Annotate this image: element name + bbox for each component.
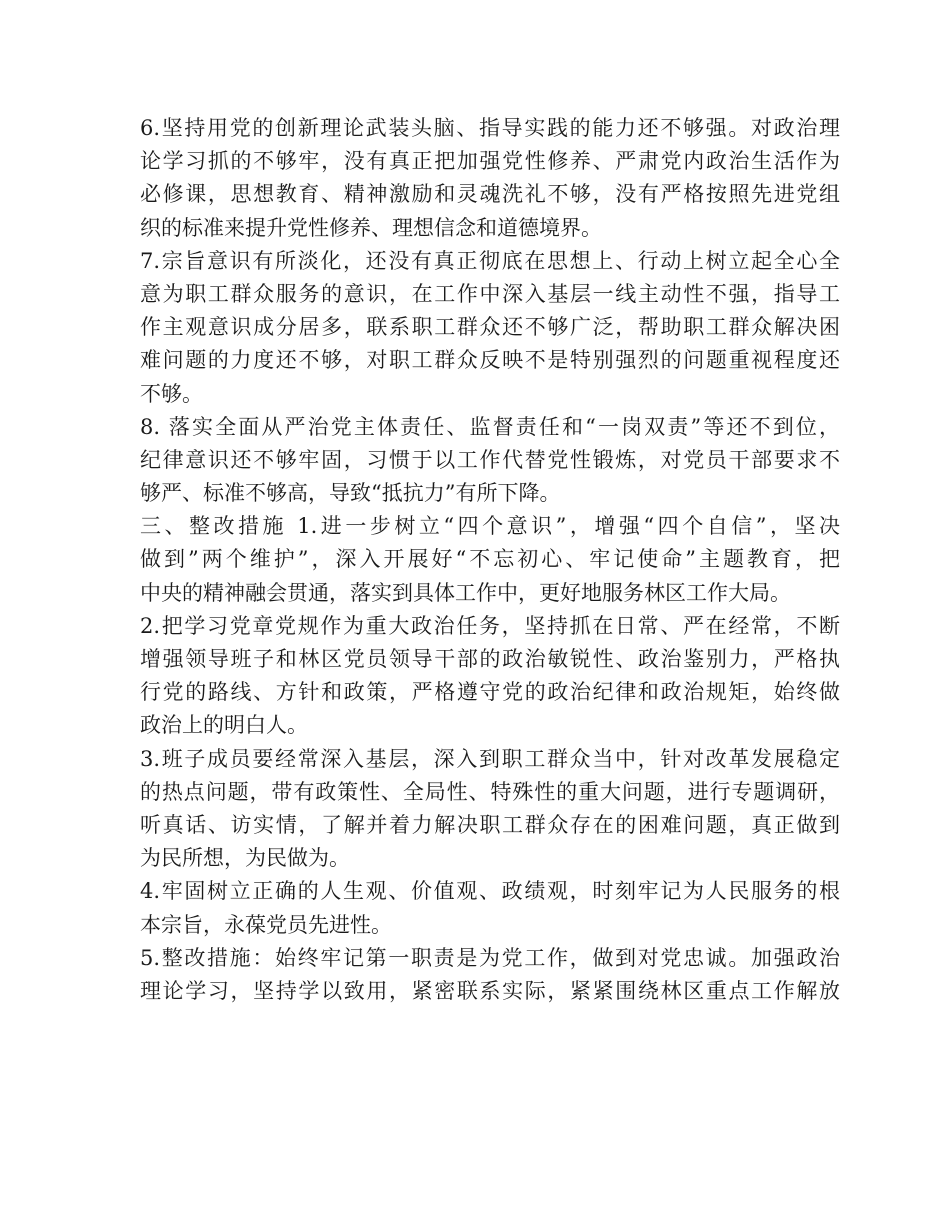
- text-line: 纪律意识还不够牢固，习惯于以工作代替党性锻炼，对党员干部要求不: [140, 447, 840, 472]
- text-line: 7.宗旨意识有所淡化，还没有真正彻底在思想上、行动上树立起全心全: [140, 248, 840, 273]
- text-line: 三、整改措施 1.进一步树立“四个意识”，增强“四个自信”，坚决: [140, 514, 840, 539]
- paragraph-measure-3: [140, 743, 840, 876]
- text-line: 4.牢固树立正确的人生观、价值观、政绩观，时刻牢记为人民服务的根: [140, 879, 840, 904]
- text-line: 理论学习，坚持学以致用，紧密联系实际，紧紧围绕林区重点工作解放: [140, 978, 840, 1003]
- document-body: [140, 112, 840, 1008]
- text-line: 中央的精神融会贯通，落实到具体工作中，更好地服务林区工作大局。: [140, 580, 791, 605]
- text-line: 本宗旨，永葆党员先进性。: [140, 912, 392, 937]
- text-line: 的热点问题，带有政策性、全局性、特殊性的重大问题，进行专题调研，: [140, 779, 840, 804]
- text-line: 做到”两个维护”，深入开展好“不忘初心、牢记使命”主题教育，把: [140, 547, 840, 572]
- text-line: 够严、标准不够高，导致“抵抗力”有所下降。: [140, 481, 561, 506]
- paragraph-item-7: [140, 245, 840, 411]
- text-line: 难问题的力度还不够，对职工群众反映不是特别强烈的问题重视程度还: [140, 348, 840, 373]
- paragraph-measure-5: [140, 942, 840, 1008]
- text-line: 织的标准来提升党性修养、理想信念和道德境界。: [140, 215, 602, 240]
- text-line: 意为职工群众服务的意识，在工作中深入基层一线主动性不强，指导工: [140, 281, 840, 306]
- paragraph-item-6: [140, 112, 840, 245]
- text-line: 2.把学习党章党规作为重大政治任务，坚持抓在日常、严在经常，不断: [140, 613, 840, 638]
- text-line: 行党的路线、方针和政策，严格遵守党的政治纪律和政治规矩，始终做: [140, 680, 840, 705]
- text-line: 3.班子成员要经常深入基层，深入到职工群众当中，针对改革发展稳定: [140, 746, 840, 771]
- text-line: 增强领导班子和林区党员领导干部的政治敏锐性、政治鉴别力，严格执: [140, 647, 840, 671]
- text-line: 5.整改措施：始终牢记第一职责是为党工作，做到对党忠诚。加强政治: [140, 945, 840, 970]
- text-line: 8. 落实全面从严治党主体责任、监督责任和“一岗双责”等还不到位，: [140, 414, 840, 439]
- text-line: 听真话、访实情，了解并着力解决职工群众存在的困难问题，真正做到: [140, 812, 840, 837]
- paragraph-measure-2: [140, 610, 840, 743]
- text-line: 作主观意识成分居多，联系职工群众还不够广泛，帮助职工群众解决困: [140, 315, 840, 340]
- text-line: 必修课，思想教育、精神激励和灵魂洗礼不够，没有严格按照先进党组: [140, 182, 840, 207]
- paragraph-section-3-measure-1: [140, 510, 840, 610]
- paragraph-measure-4: [140, 875, 840, 941]
- paragraph-item-8: [140, 411, 840, 511]
- text-line: 不够。: [140, 381, 203, 406]
- text-line: 论学习抓的不够牢，没有真正把加强党性修养、严肃党内政治生活作为: [140, 149, 840, 174]
- text-line: 为民所想，为民做为。: [140, 846, 350, 871]
- text-line: 6.坚持用党的创新理论武装头脑、指导实践的能力还不够强。对政治理: [140, 116, 840, 140]
- text-line: 政治上的明白人。: [140, 713, 308, 738]
